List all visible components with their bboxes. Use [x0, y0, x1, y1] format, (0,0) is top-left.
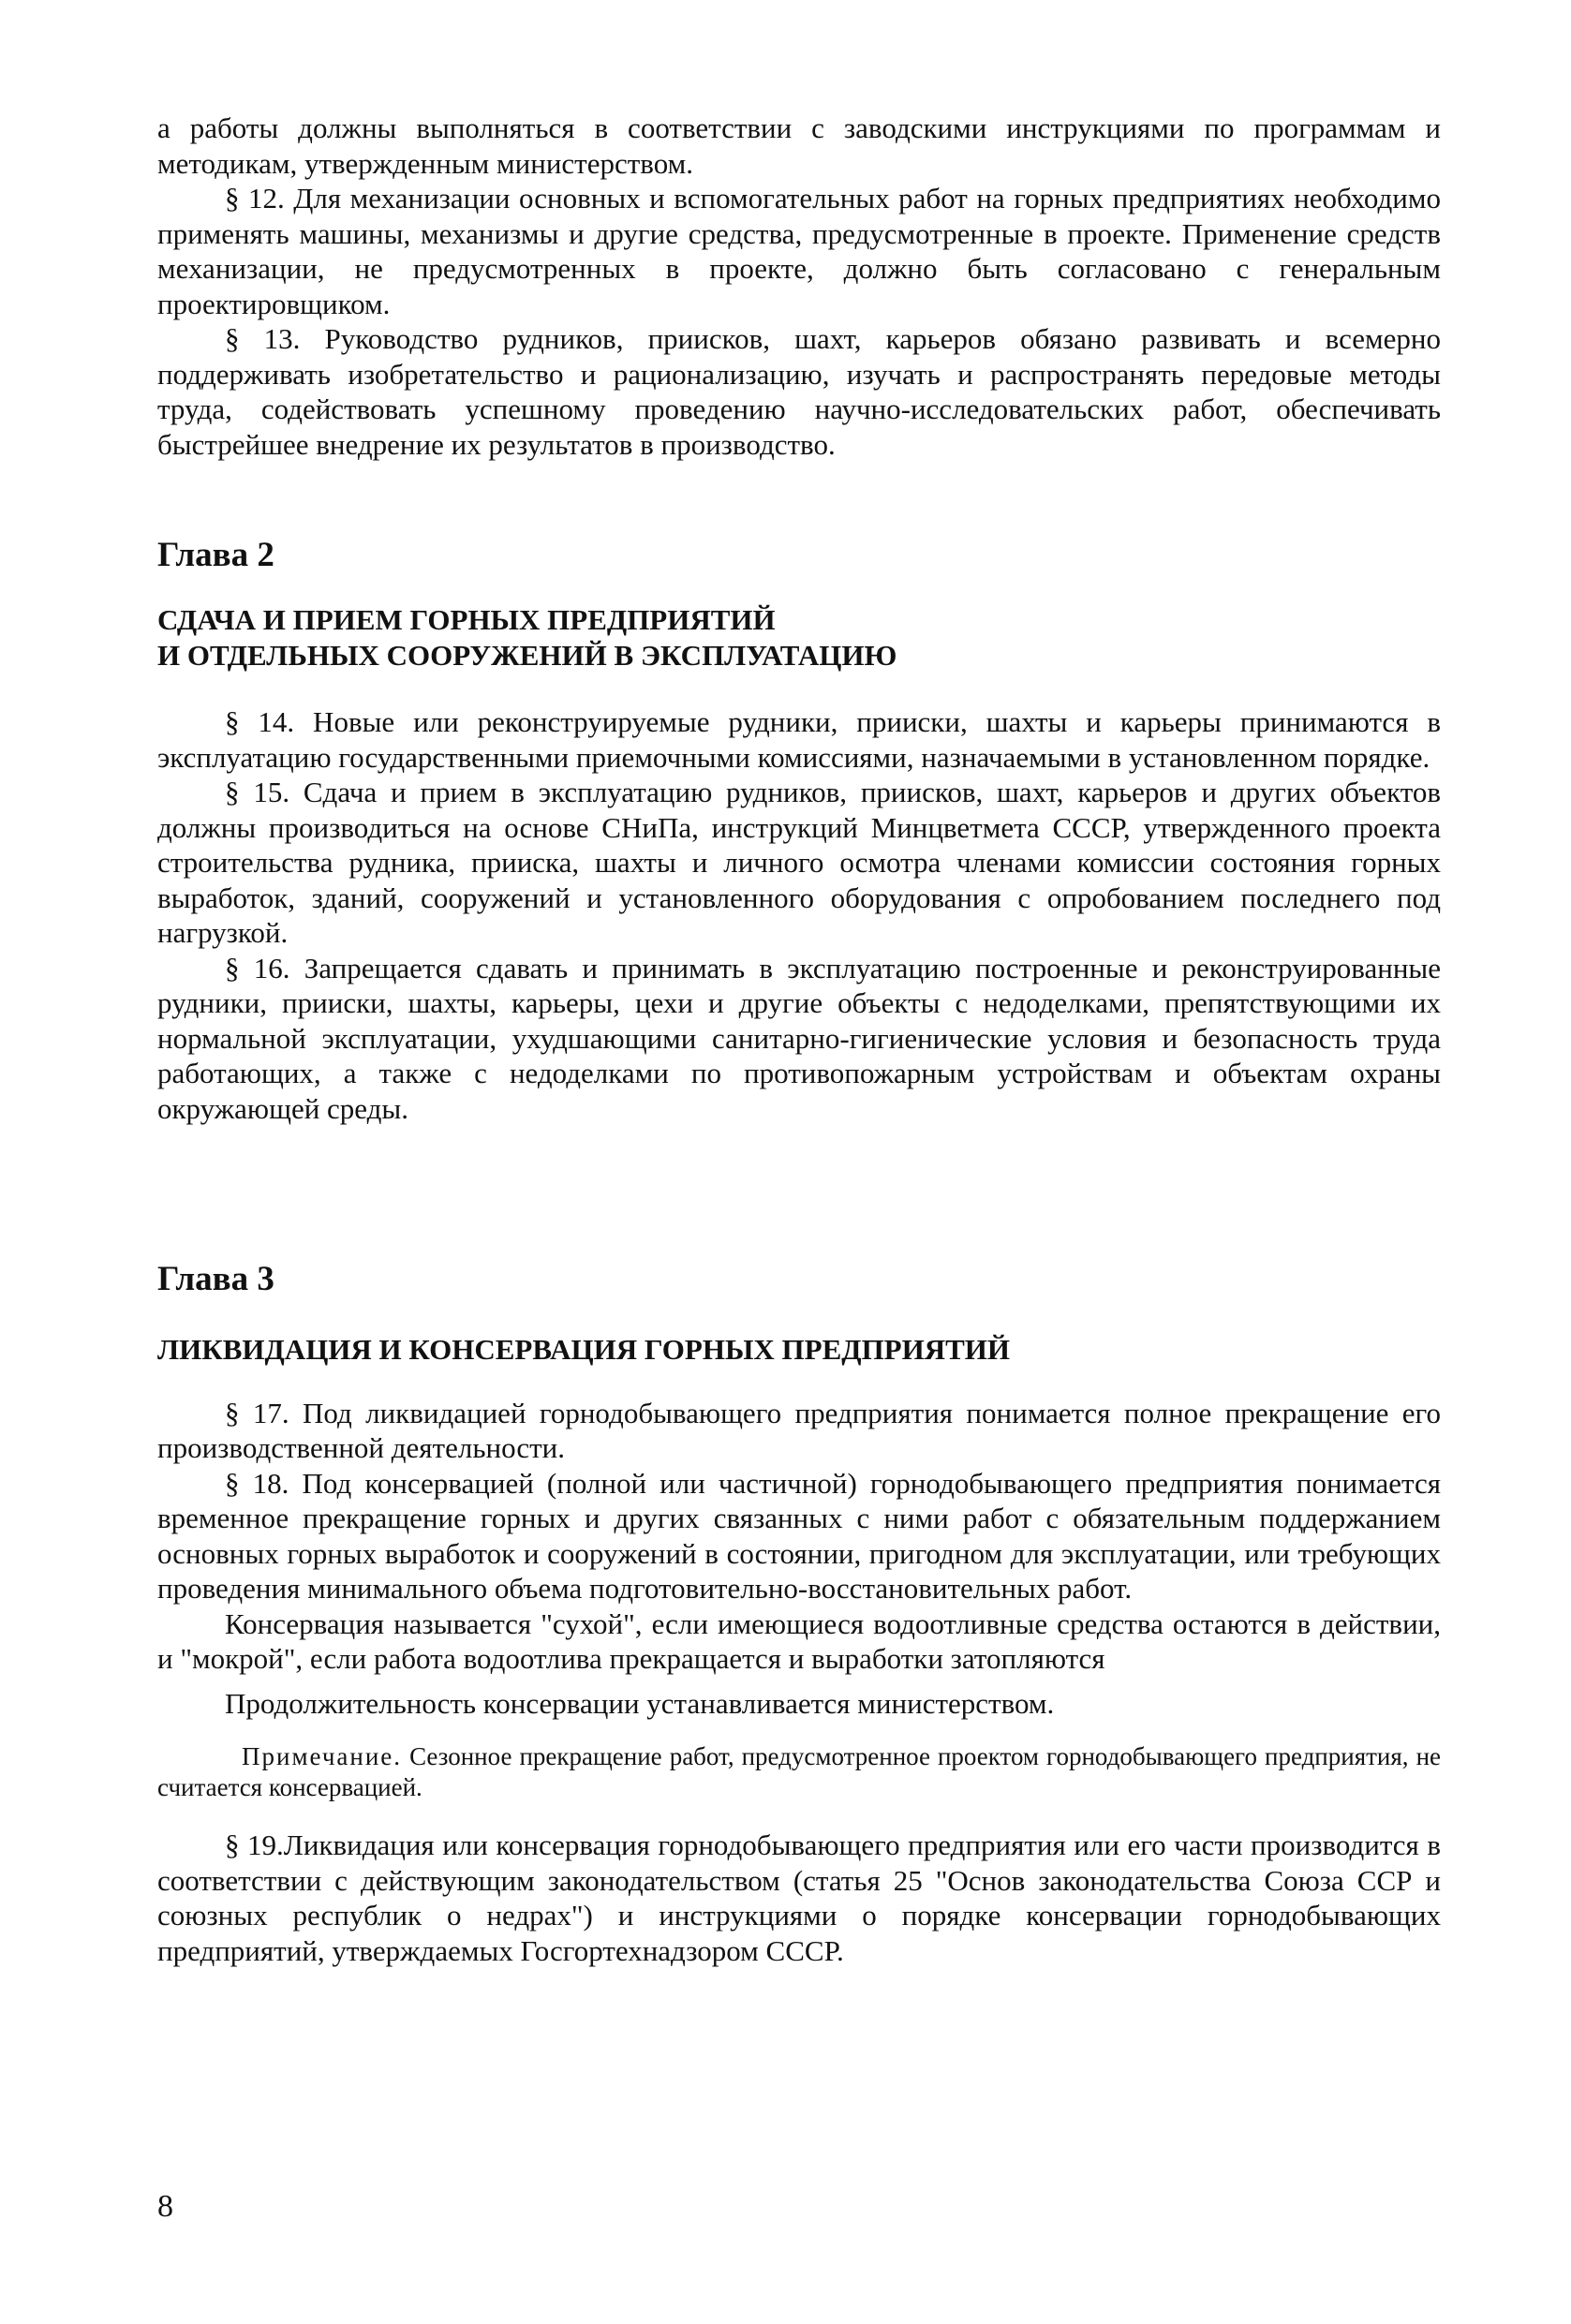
- note: [157, 1741, 1441, 1803]
- spacer: [157, 1803, 1441, 1828]
- paragraph-17: § 17. Под ликвидацией горнодобывающего предприятия понимается полное прекращение его производственной деятельности.: [157, 1396, 1441, 1464]
- chapter-2-title-line1: СДАЧА И ПРИЕМ ГОРНЫХ ПРЕДПРИЯТИЙ: [157, 603, 776, 636]
- chapter-2-heading: Глава 2: [157, 536, 274, 574]
- spacer: [157, 673, 1441, 704]
- paragraph-12: § 12. Для механизации основных и вспомогательных работ на горных предприятиях необходимо применять машины, механизмы и другие средства, предусмотренные в проекте. Применение средств механизации, не предусмотренных в проекте, должно быть согласовано с генеральным проектировщиком.: [157, 182, 1441, 320]
- paragraph-16: § 16. Запрещается сдавать и принимать в эксплуатацию построенные и реконструированные рудники, прииски, шахты, карьеры, цехи и другие объекты с недоделками, препятствующими их нормальной эксплуатации, ухудшающими санитарно-гигиенические условия и безопасность труда работающих, а также с недоделками по противопожарным устройствам и объектам охраны окружающей среды.: [157, 951, 1441, 1125]
- note-label: Примечание.: [242, 1742, 403, 1770]
- page-number: 8: [157, 2189, 173, 2224]
- intro-paragraph: а работы должны выполняться в соответствии с заводскими инструкциями по программам и методикам, утвержденным министерством.: [157, 111, 1441, 180]
- spacer: [157, 1721, 1441, 1741]
- paragraph-conservation-types: Консервация называется "сухой", если имеющиеся водоотливные средства остаются в действии, и "мокрой", если работа водоотлива прекращается и выработки затопляются: [157, 1606, 1441, 1675]
- paragraph-19: § 19.Ликвидация или консервация горнодобывающего предприятия или его части производится в соответствии с действующим законодательством (статья 25 "Основ законодательства Союза ССР и союзных республик о недрах") и инструкциями о порядке консервации горнодобывающих предприятий, утверждаемых Госгортехнадзором СССР.: [157, 1828, 1441, 1967]
- spacer: [157, 1368, 1441, 1396]
- paragraph-14: § 14. Новые или реконструируемые рудники, прииски, шахты и карьеры принимаются в эксплуатацию государственными приемочными комиссиями, назначаемыми в установленном порядке.: [157, 705, 1441, 774]
- spacer: [157, 576, 1441, 602]
- document-page: [157, 111, 1441, 1968]
- paragraph-conservation-duration: Продолжительность консервации устанавливается министерством.: [225, 1686, 1055, 1720]
- chapter-3-title: ЛИКВИДАЦИЯ И КОНСЕРВАЦИЯ ГОРНЫХ ПРЕДПРИЯТИЙ: [157, 1333, 1011, 1366]
- chapter-2-title-line2: И ОТДЕЛЬНЫХ СООРУЖЕНИЙ В ЭКСПЛУАТАЦИЮ: [157, 638, 897, 672]
- paragraph-13: § 13. Руководство рудников, приисков, шахт, карьеров обязано развивать и всемерно поддерживать изобретательство и рационализацию, изучать и распространять передовые методы труда, содействовать успешному проведению научно-исследовательских работ, обеспечивать быстрейшее внедрение их результатов в производство.: [157, 322, 1441, 461]
- chapter-3-heading: Глава 3: [157, 1260, 274, 1298]
- spacer: [157, 1300, 1441, 1332]
- paragraph-15: § 15. Сдача и прием в эксплуатацию рудников, приисков, шахт, карьеров и других объектов должны производиться на основе СНиПа, инструкций Минцветмета СССР, утвержденного проекта строительства рудника, прииска, шахты и личного осмотра членами комиссии состояния горных выработок, зданий, сооружений и установленного оборудования с опробованием последнего под нагрузкой.: [157, 776, 1441, 949]
- paragraph-18: § 18. Под консервацией (полной или частичной) горнодобывающего предприятия понимается временное прекращение горных и других связанных с ними работ с обязательным поддержанием основных горных выработок и сооружений в состоянии, пригодном для эксплуатации, или требующих проведения минимального объема подготовительно-восстановительных работ.: [157, 1466, 1441, 1605]
- spacer: [157, 1677, 1441, 1686]
- note-text: Сезонное прекращение работ, предусмотренное проектом горнодобывающего предприятия, не считается консервацией.: [157, 1742, 1441, 1801]
- spacer: [157, 1126, 1441, 1259]
- spacer: [157, 462, 1441, 535]
